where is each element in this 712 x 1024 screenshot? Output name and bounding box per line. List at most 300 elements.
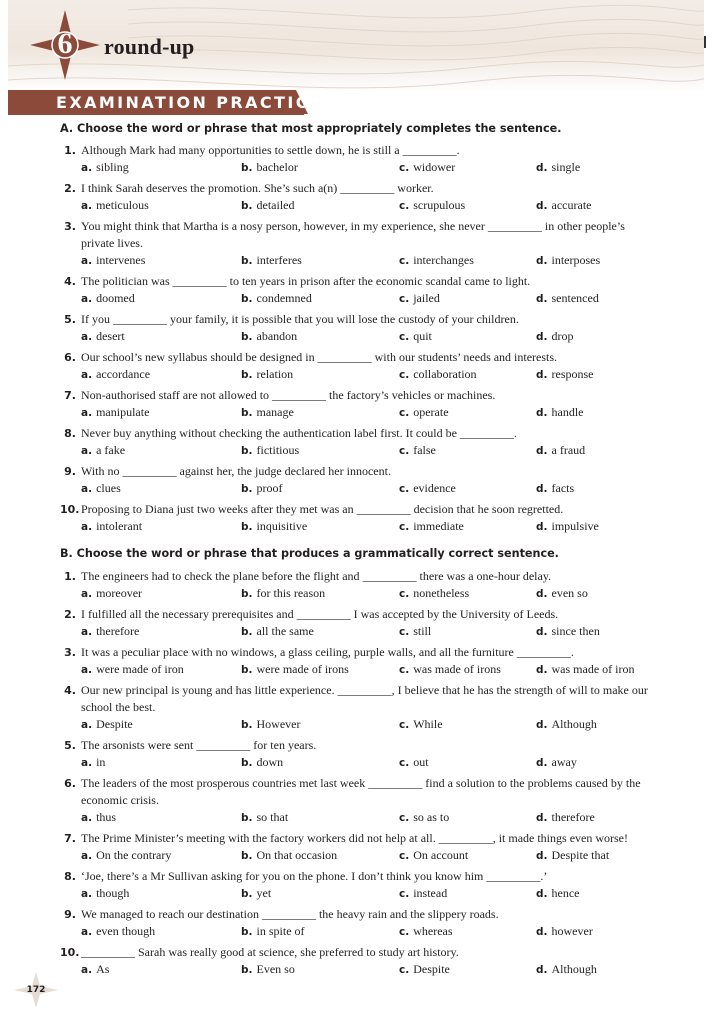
question-item: [60, 775, 660, 826]
answer-option[interactable]: [536, 366, 594, 384]
answer-option[interactable]: [399, 623, 431, 641]
option-letter: d.: [536, 926, 548, 938]
question-text: The leaders of the most prosperous countries met last week _________ find a solution to the problems caused by the economic crisis.: [81, 776, 641, 807]
answer-option[interactable]: [241, 961, 295, 979]
question-number: 8.: [64, 870, 76, 883]
question-item: [60, 218, 660, 269]
question-item: [60, 501, 660, 535]
option-letter: d.: [536, 483, 548, 495]
answer-options: [60, 328, 660, 345]
answer-option[interactable]: [399, 442, 436, 460]
answer-option[interactable]: [536, 159, 580, 177]
option-text: still: [413, 624, 432, 638]
answer-option[interactable]: [536, 661, 635, 679]
question-item: [60, 606, 660, 640]
option-letter: b.: [241, 200, 253, 212]
answer-options: [60, 366, 660, 383]
option-letter: d.: [536, 162, 548, 174]
option-text: however: [551, 924, 593, 938]
answer-options: [60, 716, 660, 733]
answer-option[interactable]: [399, 197, 465, 215]
answer-option[interactable]: [241, 518, 307, 536]
option-letter: a.: [81, 964, 93, 976]
option-text: instead: [413, 886, 448, 900]
option-letter: d.: [536, 331, 548, 343]
option-text: meticulous: [96, 198, 149, 212]
option-text: operate: [413, 405, 449, 419]
answer-option[interactable]: [399, 159, 455, 177]
answer-options: [60, 923, 660, 940]
answer-option[interactable]: [399, 328, 432, 346]
answer-option[interactable]: [81, 252, 145, 270]
option-text: desert: [96, 329, 125, 343]
answer-option[interactable]: [536, 197, 591, 215]
question-number: 2.: [64, 608, 76, 621]
question-item: [60, 180, 660, 214]
option-text: yet: [256, 886, 272, 900]
option-letter: c.: [399, 888, 410, 900]
option-letter: a.: [81, 162, 93, 174]
edge-mark: [704, 36, 706, 48]
question-item: [60, 944, 660, 978]
option-letter: c.: [399, 200, 410, 212]
question-item: [60, 568, 660, 602]
answer-option[interactable]: [81, 290, 135, 308]
answer-options: [60, 404, 660, 421]
answer-option[interactable]: [536, 754, 577, 772]
option-text: were made of iron: [96, 662, 184, 676]
option-letter: b.: [241, 850, 253, 862]
option-text: fictitious: [256, 443, 300, 457]
question-item: [60, 387, 660, 421]
option-text: was made of irons: [413, 662, 501, 676]
option-text: widower: [413, 160, 456, 174]
option-letter: b.: [241, 521, 253, 533]
option-text: On the contrary: [96, 848, 172, 862]
question-number: 1.: [64, 144, 76, 157]
answer-option[interactable]: [241, 847, 337, 865]
question-item: [60, 906, 660, 940]
option-letter: a.: [81, 200, 93, 212]
option-letter: c.: [399, 664, 410, 676]
question-number: 3.: [64, 220, 76, 233]
option-letter: a.: [81, 331, 93, 343]
option-letter: c.: [399, 757, 410, 769]
question-text: I fulfilled all the necessary prerequisites and _________ I was accepted by the University of Leeds.: [81, 607, 559, 621]
unit-number: 6: [57, 27, 73, 60]
answer-option[interactable]: [241, 159, 298, 177]
option-letter: c.: [399, 926, 410, 938]
option-text: down: [256, 755, 284, 769]
question-number: 10.: [60, 946, 80, 959]
option-letter: b.: [241, 812, 253, 824]
answer-option[interactable]: [241, 885, 271, 903]
answer-option[interactable]: [81, 661, 184, 679]
option-text: sibling: [96, 160, 129, 174]
answer-options: [60, 623, 660, 640]
answer-options: [60, 809, 660, 826]
option-letter: b.: [241, 964, 253, 976]
section-a-heading: A. Choose the word or phrase that most appropriately completes the sentence.: [60, 122, 562, 135]
option-text: a fraud: [551, 443, 586, 457]
option-text: in: [96, 755, 106, 769]
option-text: Despite: [413, 962, 450, 976]
option-text: facts: [551, 481, 575, 495]
question-item: [60, 425, 660, 459]
question-item: [60, 644, 660, 678]
option-text: so that: [256, 810, 289, 824]
question-number: 2.: [64, 182, 76, 195]
option-letter: a.: [81, 926, 93, 938]
option-text: On account: [413, 848, 469, 862]
option-text: response: [551, 367, 594, 381]
question-text: We managed to reach our destination _________ the heavy rain and the slippery roads.: [81, 907, 499, 921]
option-letter: a.: [81, 812, 93, 824]
question-item: [60, 273, 660, 307]
option-text: Despite that: [551, 848, 610, 862]
unit-title: round-up: [104, 34, 195, 59]
question-text: Our school’s new syllabus should be designed in _________ with our students’ needs and interests.: [81, 350, 558, 364]
answer-option[interactable]: [536, 885, 580, 903]
option-letter: c.: [399, 255, 410, 267]
option-text: interchanges: [413, 253, 474, 267]
option-letter: d.: [536, 200, 548, 212]
answer-option[interactable]: [81, 716, 133, 734]
option-text: even so: [551, 586, 588, 600]
option-letter: c.: [399, 331, 410, 343]
option-letter: c.: [399, 588, 410, 600]
option-letter: d.: [536, 812, 548, 824]
option-text: interferes: [256, 253, 302, 267]
option-letter: c.: [399, 626, 410, 638]
option-letter: c.: [399, 850, 410, 862]
answer-option[interactable]: [241, 809, 288, 827]
option-letter: a.: [81, 369, 93, 381]
option-text: was made of iron: [551, 662, 635, 676]
question-text: You might think that Martha is a nosy person, however, in my experience, she never _________ in other people’s private lives.: [81, 219, 625, 250]
answer-option[interactable]: [241, 404, 294, 422]
option-text: On that occasion: [256, 848, 338, 862]
answer-option[interactable]: [241, 290, 312, 308]
answer-options: [60, 518, 660, 535]
option-letter: b.: [241, 255, 253, 267]
question-item: [60, 311, 660, 345]
option-text: bachelor: [256, 160, 298, 174]
option-letter: d.: [536, 850, 548, 862]
question-number: 9.: [64, 465, 76, 478]
option-text: since then: [551, 624, 600, 638]
question-number: 7.: [64, 389, 76, 402]
question-text: It was a peculiar place with no windows, a glass ceiling, purple walls, and all the furniture _________.: [81, 645, 574, 659]
option-text: proof: [256, 481, 283, 495]
answer-option[interactable]: [81, 961, 109, 979]
question-text: Although Mark had many opportunities to settle down, he is still a _________.: [81, 143, 460, 157]
answer-option[interactable]: [536, 809, 595, 827]
option-text: out: [413, 755, 429, 769]
option-text: Although: [551, 962, 597, 976]
option-text: intervenes: [96, 253, 146, 267]
answer-option[interactable]: [241, 623, 314, 641]
answer-option[interactable]: [399, 716, 443, 734]
option-text: detailed: [256, 198, 295, 212]
option-text: manipulate: [96, 405, 150, 419]
answer-option[interactable]: [399, 404, 449, 422]
option-letter: a.: [81, 850, 93, 862]
answer-option[interactable]: [81, 159, 129, 177]
option-text: Despite: [96, 717, 133, 731]
option-letter: b.: [241, 664, 253, 676]
option-text: whereas: [413, 924, 453, 938]
answer-option[interactable]: [241, 252, 302, 270]
answer-option[interactable]: [81, 328, 125, 346]
option-text: in spite of: [256, 924, 305, 938]
answer-options: [60, 159, 660, 176]
answer-options: [60, 197, 660, 214]
answer-options: [60, 961, 660, 978]
option-letter: c.: [399, 812, 410, 824]
answer-option[interactable]: [399, 585, 469, 603]
answer-option[interactable]: [399, 961, 450, 979]
answer-option[interactable]: [399, 480, 456, 498]
option-letter: a.: [81, 888, 93, 900]
option-text: immediate: [413, 519, 464, 533]
option-text: collaboration: [413, 367, 477, 381]
question-item: [60, 463, 660, 497]
option-letter: d.: [536, 757, 548, 769]
option-letter: b.: [241, 293, 253, 305]
answer-option[interactable]: [81, 923, 155, 941]
question-number: 6.: [64, 351, 76, 364]
question-text: ‘Joe, there’s a Mr Sullivan asking for you on the phone. I don’t think you know him _________.’: [81, 869, 548, 883]
option-letter: b.: [241, 407, 253, 419]
answer-option[interactable]: [536, 518, 599, 536]
question-text: The arsonists were sent _________ for ten years.: [81, 738, 317, 752]
option-text: though: [96, 886, 130, 900]
answer-option[interactable]: [399, 809, 449, 827]
answer-option[interactable]: [536, 480, 574, 498]
option-letter: b.: [241, 483, 253, 495]
option-letter: c.: [399, 964, 410, 976]
answer-options: [60, 585, 660, 602]
answer-option[interactable]: [241, 328, 297, 346]
answer-option[interactable]: [81, 809, 116, 827]
option-letter: a.: [81, 255, 93, 267]
option-text: As: [96, 962, 110, 976]
answer-option[interactable]: [241, 442, 299, 460]
answer-options: [60, 661, 660, 678]
option-text: single: [551, 160, 581, 174]
option-text: thus: [96, 810, 117, 824]
option-text: therefore: [96, 624, 140, 638]
answer-option[interactable]: [241, 197, 295, 215]
option-letter: c.: [399, 521, 410, 533]
question-text: If you _________ your family, it is possible that you will lose the custody of your children.: [81, 312, 519, 326]
answer-option[interactable]: [536, 716, 597, 734]
divider: [8, 113, 304, 115]
answer-options: [60, 885, 660, 902]
option-text: inquisitive: [256, 519, 308, 533]
answer-option[interactable]: [241, 480, 283, 498]
option-letter: b.: [241, 162, 253, 174]
question-text: The engineers had to check the plane before the flight and _________ there was a one-hour delay.: [81, 569, 552, 583]
option-letter: b.: [241, 888, 253, 900]
option-text: scrupulous: [413, 198, 466, 212]
answer-option[interactable]: [399, 366, 477, 384]
option-text: hence: [551, 886, 580, 900]
option-letter: d.: [536, 719, 548, 731]
question-number: 4.: [64, 275, 76, 288]
option-text: for this reason: [256, 586, 326, 600]
option-letter: d.: [536, 964, 548, 976]
option-letter: a.: [81, 626, 93, 638]
answer-option[interactable]: [81, 197, 149, 215]
option-text: a fake: [96, 443, 126, 457]
option-text: handle: [551, 405, 584, 419]
answer-option[interactable]: [81, 847, 171, 865]
answer-option[interactable]: [241, 754, 283, 772]
question-number: 7.: [64, 832, 76, 845]
option-letter: a.: [81, 757, 93, 769]
question-number: 5.: [64, 739, 76, 752]
option-text: Even so: [256, 962, 295, 976]
option-letter: c.: [399, 162, 410, 174]
option-letter: b.: [241, 445, 253, 457]
page-number: 172: [26, 985, 46, 995]
option-letter: b.: [241, 926, 253, 938]
answer-option[interactable]: [81, 518, 142, 536]
answer-option[interactable]: [81, 442, 125, 460]
question-number: 9.: [64, 908, 76, 921]
option-text: condemned: [256, 291, 312, 305]
question-text: Our new principal is young and has little experience. _________, I believe that he has the strength of will to make our school the best.: [81, 683, 648, 714]
section-b-heading: B. Choose the word or phrase that produces a grammatically correct sentence.: [60, 547, 559, 560]
question-number: 4.: [64, 684, 76, 697]
answer-option[interactable]: [81, 754, 105, 772]
answer-options: [60, 847, 660, 864]
answer-option[interactable]: [399, 754, 429, 772]
answer-option[interactable]: [241, 923, 305, 941]
option-letter: d.: [536, 255, 548, 267]
answer-option[interactable]: [81, 404, 149, 422]
option-text: manage: [256, 405, 294, 419]
option-text: moreover: [96, 586, 143, 600]
option-letter: c.: [399, 369, 410, 381]
question-number: 3.: [64, 646, 76, 659]
answer-option[interactable]: [81, 585, 142, 603]
answer-option[interactable]: [536, 961, 597, 979]
option-text: all the same: [256, 624, 314, 638]
exam-title: EXAMINATION PRACTICE: [56, 93, 324, 112]
option-letter: b.: [241, 369, 253, 381]
answer-option[interactable]: [399, 923, 453, 941]
answer-option[interactable]: [81, 480, 121, 498]
option-text: drop: [551, 329, 574, 343]
option-text: so as to: [413, 810, 450, 824]
answer-option[interactable]: [241, 716, 301, 734]
answer-option[interactable]: [536, 623, 600, 641]
answer-options: [60, 480, 660, 497]
question-number: 5.: [64, 313, 76, 326]
question-text: Never buy anything without checking the authentication label first. It could be _________.: [81, 426, 517, 440]
answer-option[interactable]: [399, 252, 474, 270]
question-number: 1.: [64, 570, 76, 583]
option-letter: a.: [81, 293, 93, 305]
question-item: [60, 349, 660, 383]
answer-option[interactable]: [81, 623, 139, 641]
option-text: away: [551, 755, 577, 769]
option-letter: d.: [536, 445, 548, 457]
question-item: [60, 737, 660, 771]
option-text: relation: [256, 367, 294, 381]
option-text: quit: [413, 329, 432, 343]
answer-option[interactable]: [536, 847, 609, 865]
option-letter: c.: [399, 719, 410, 731]
answer-option[interactable]: [399, 847, 468, 865]
answer-option[interactable]: [536, 290, 599, 308]
option-letter: d.: [536, 521, 548, 533]
option-text: false: [413, 443, 436, 457]
question-text: With no _________ against her, the judge declared her innocent.: [81, 464, 391, 478]
answer-options: [60, 290, 660, 307]
option-letter: a.: [81, 588, 93, 600]
option-text: However: [256, 717, 301, 731]
option-letter: a.: [81, 719, 93, 731]
answer-option[interactable]: [536, 404, 584, 422]
option-letter: a.: [81, 664, 93, 676]
answer-option[interactable]: [536, 252, 600, 270]
option-text: were made of irons: [256, 662, 349, 676]
option-text: therefore: [551, 810, 595, 824]
answer-option[interactable]: [399, 661, 501, 679]
option-letter: b.: [241, 626, 253, 638]
answer-option[interactable]: [399, 518, 464, 536]
answer-option[interactable]: [536, 442, 585, 460]
option-text: clues: [96, 481, 121, 495]
option-text: nonetheless: [413, 586, 470, 600]
option-letter: c.: [399, 483, 410, 495]
option-text: doomed: [96, 291, 135, 305]
option-letter: d.: [536, 664, 548, 676]
option-letter: a.: [81, 445, 93, 457]
answer-option[interactable]: [241, 661, 349, 679]
option-letter: b.: [241, 588, 253, 600]
question-text: Non-authorised staff are not allowed to _________ the factory’s vehicles or machines.: [81, 388, 496, 402]
option-letter: d.: [536, 626, 548, 638]
answer-option[interactable]: [399, 885, 447, 903]
question-text: I think Sarah deserves the promotion. She’s such a(n) _________ worker.: [81, 181, 434, 195]
answer-option[interactable]: [241, 585, 325, 603]
answer-option[interactable]: [81, 366, 150, 384]
option-letter: b.: [241, 757, 253, 769]
answer-option[interactable]: [536, 923, 593, 941]
option-text: abandon: [256, 329, 298, 343]
option-letter: d.: [536, 588, 548, 600]
option-letter: c.: [399, 293, 410, 305]
option-letter: a.: [81, 483, 93, 495]
option-text: Although: [551, 717, 597, 731]
option-text: intolerant: [96, 519, 143, 533]
question-item: [60, 142, 660, 176]
answer-option[interactable]: [81, 885, 129, 903]
answer-option[interactable]: [536, 585, 588, 603]
answer-option[interactable]: [399, 290, 440, 308]
option-letter: a.: [81, 407, 93, 419]
answer-option[interactable]: [241, 366, 293, 384]
option-text: accordance: [96, 367, 151, 381]
option-letter: d.: [536, 888, 548, 900]
option-text: jailed: [413, 291, 440, 305]
answer-option[interactable]: [536, 328, 574, 346]
